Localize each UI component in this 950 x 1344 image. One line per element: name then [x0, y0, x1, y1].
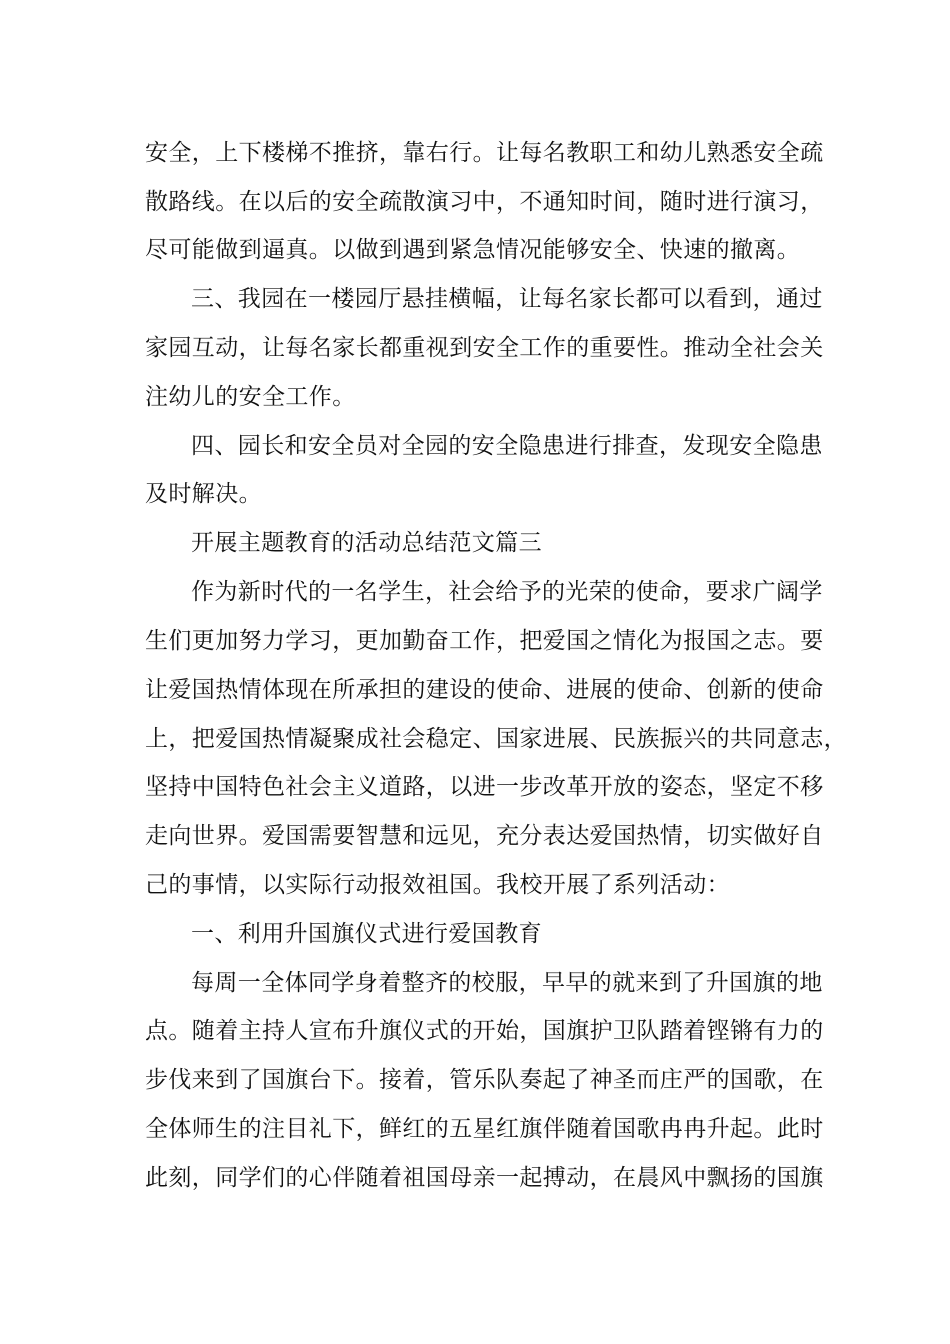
text-line: 上，把爱国热情凝聚成社会稳定、国家进展、民族振兴的共同意志，	[145, 726, 847, 752]
text-line: 己的事情，以实际行动报效祖国。我校开展了系列活动：	[145, 872, 730, 898]
text-line: 让爱国热情体现在所承担的建设的使命、进展的使命、创新的使命	[145, 677, 824, 703]
text-line: 点。随着主持人宣布升旗仪式的开始，国旗护卫队踏着铿锵有力的	[145, 1018, 824, 1044]
paragraph-start-line: 作为新时代的一名学生，社会给予的光荣的使命，要求广阔学	[191, 579, 823, 605]
text-line: 步伐来到了国旗台下。接着，管乐队奏起了神圣而庄严的国歌，在	[145, 1067, 824, 1093]
paragraph-start-line: 四、园长和安全员对全园的安全隐患进行排查，发现安全隐患	[191, 433, 823, 459]
subsection-heading: 一、利用升国旗仪式进行爱国教育	[191, 921, 542, 947]
text-line: 及时解决。	[145, 481, 262, 507]
text-line: 此刻，同学们的心伴随着祖国母亲一起搏动，在晨风中飘扬的国旗	[145, 1165, 824, 1191]
paragraph-start-line: 三、我园在一楼园厅悬挂横幅，让每名家长都可以看到，通过	[191, 286, 823, 312]
text-line: 生们更加努力学习，更加勤奋工作，把爱国之情化为报国之志。要	[145, 628, 824, 654]
text-line: 散路线。在以后的安全疏散演习中，不通知时间，随时进行演习，	[145, 189, 824, 215]
text-line: 坚持中国特色社会主义道路，以进一步改革开放的姿态，坚定不移	[145, 774, 824, 800]
text-line: 尽可能做到逼真。以做到遇到紧急情况能够安全、快速的撤离。	[145, 237, 801, 263]
paragraph-start-line: 每周一全体同学身着整齐的校服，早早的就来到了升国旗的地	[191, 970, 823, 996]
text-line: 全体师生的注目礼下，鲜红的五星红旗伴随着国歌冉冉升起。此时	[145, 1116, 824, 1142]
text-line: 走向世界。爱国需要智慧和远见，充分表达爱国热情，切实做好自	[145, 823, 824, 849]
text-line: 安全，上下楼梯不推挤，靠右行。让每名教职工和幼儿熟悉安全疏	[145, 140, 824, 166]
section-heading: 开展主题教育的活动总结范文篇三	[191, 530, 542, 556]
text-line: 注幼儿的安全工作。	[145, 384, 356, 410]
text-line: 家园互动，让每名家长都重视到安全工作的重要性。推动全社会关	[145, 335, 824, 361]
